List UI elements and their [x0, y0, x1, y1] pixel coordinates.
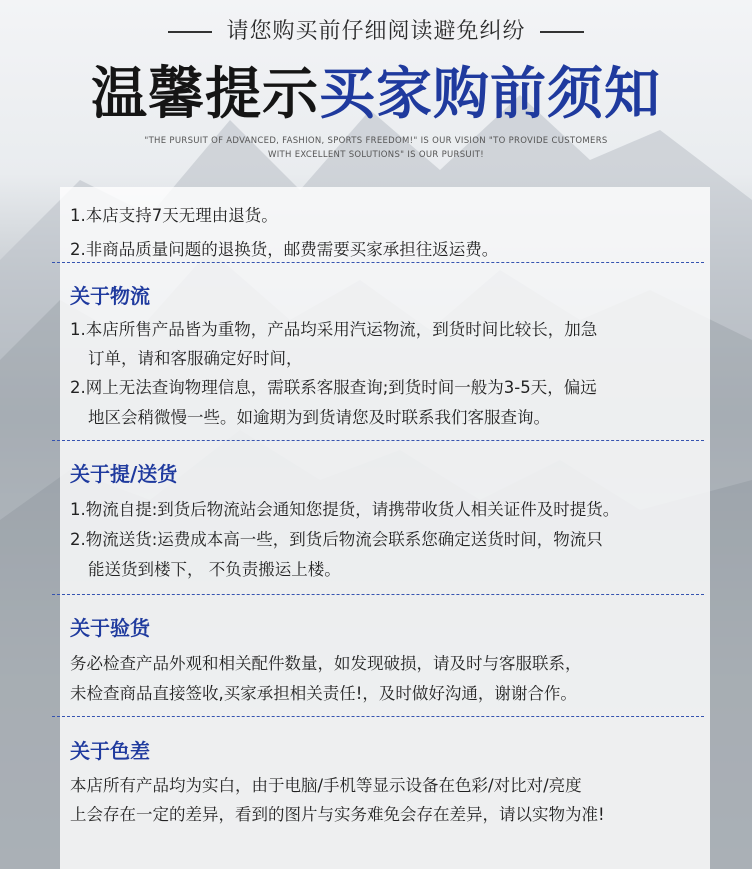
section-divider — [52, 440, 704, 441]
section-heading-logistics: 关于物流 — [70, 284, 150, 308]
intro-line: 2.非商品质量问题的退换货，邮费需要买家承担往返运费。 — [70, 240, 499, 259]
title-part-buyer-notice: 买家购前须知 — [319, 62, 661, 127]
section-heading-pickup-delivery: 关于提/送货 — [70, 462, 178, 486]
intro-line: 1.本店支持7天无理由退货。 — [70, 206, 278, 225]
slogan — [0, 134, 752, 162]
section-divider — [52, 262, 704, 263]
inspection-line: 务必检查产品外观和相关配件数量，如发现破损，请及时与客服联系， — [70, 654, 582, 673]
section-heading-inspection: 关于验货 — [70, 616, 150, 640]
left-dash-line — [168, 31, 212, 33]
pickup-delivery-line: 1.物流自提:到货后物流站会通知您提货，请携带收货人相关证件及时提货。 — [70, 500, 620, 519]
right-dash-line — [540, 31, 584, 33]
header-subtitle: 请您购买前仔细阅读避免纠纷 — [226, 19, 526, 44]
header-subtitle-row — [0, 14, 752, 45]
slogan-line: WITH EXCELLENT SOLUTIONS" IS OUR PURSUIT! — [268, 150, 484, 160]
page-title — [0, 50, 752, 130]
section-divider — [52, 594, 704, 595]
section-heading-color-difference: 关于色差 — [70, 739, 150, 763]
inspection-line: 未检查商品直接签收,买家承担相关责任!，及时做好沟通，谢谢合作。 — [70, 684, 577, 703]
logistics-line: 订单，请和客服确定好时间， — [88, 349, 303, 368]
color-difference-line: 本店所有产品均为实白，由于电脑/手机等显示设备在色彩/对比对/亮度 — [70, 776, 582, 795]
section-divider — [52, 716, 704, 717]
logistics-line: 地区会稍微慢一些。如逾期为到货请您及时联系我们客服查询。 — [88, 408, 550, 427]
pickup-delivery-line: 2.物流送货:运费成本高一些，到货后物流会联系您确定送货时间，物流只 — [70, 530, 603, 549]
title-part-warm-tip: 温馨提示 — [91, 62, 319, 127]
logistics-line: 2.网上无法查询物理信息，需联系客服查询;到货时间一般为3-5天，偏远 — [70, 378, 597, 397]
color-difference-line: 上会存在一定的差异，看到的图片与实务难免会存在差异，请以实物为准! — [70, 805, 605, 824]
logistics-line: 1.本店所售产品皆为重物，产品均采用汽运物流，到货时间比较长，加急 — [70, 320, 598, 339]
slogan-line: "THE PURSUIT OF ADVANCED, FASHION, SPORTS FREEDOM!" IS OUR VISION "TO PROVIDE CUSTOMERS — [144, 136, 608, 146]
pickup-delivery-line: 能送货到楼下， 不负责搬运上楼。 — [88, 560, 341, 579]
